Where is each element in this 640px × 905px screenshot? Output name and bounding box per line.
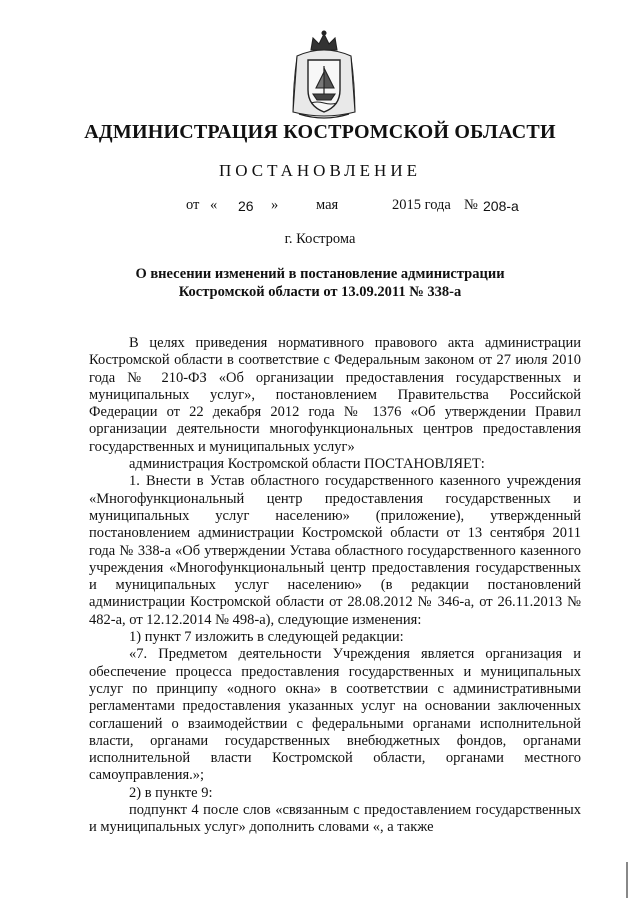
preamble-paragraph: В целях приведения нормативного правового акта администрации Костромской области в соответствие с Федеральным законом от 27 июля 2010 года № 210-ФЗ «Об организации предоставления государственных и муниципальных услуг», постановлением Правительства Российской Федерации от 22 декабря 2012 года № 1376 «Об утверждении Правил организации деятельности многофункциональных центров предоставления государственных и муниципальных услуг»	[89, 335, 581, 455]
date-prefix: от	[186, 197, 200, 213]
resolves-paragraph: администрация Костромской области ПОСТАНОВЛЯЕТ:	[129, 456, 485, 473]
subject-line-2: Костромской области от 13.09.2011 № 338-а	[178, 284, 462, 300]
document-number: 208-а	[483, 198, 519, 214]
coat-of-arms-icon	[289, 30, 359, 120]
document-body	[89, 335, 581, 837]
date-month: мая	[316, 197, 339, 213]
document-type: ПОСТАНОВЛЕНИЕ	[218, 161, 421, 180]
city: г. Кострома	[284, 231, 356, 247]
subject-line-1: О внесении изменений в постановление администрации	[135, 266, 505, 282]
document-subject	[0, 265, 640, 301]
date-number-sign: №	[464, 197, 478, 213]
date-open-quote: «	[210, 197, 218, 213]
subitem-2-paragraph: 2) в пункте 9:	[129, 784, 213, 801]
subitem-2a-paragraph: подпункт 4 после слов «связанным с предоставлением государственных и муниципальных услуг» дополнить словами «, а также	[89, 802, 581, 836]
organization-title: АДМИНИСТРАЦИЯ КОСТРОМСКОЙ ОБЛАСТИ	[84, 121, 556, 143]
page-edge-mark	[626, 862, 628, 898]
date-day: 26	[238, 198, 254, 214]
subitem-1-paragraph: 1) пункт 7 изложить в следующей редакции:	[129, 629, 404, 646]
date-year: 2015 года	[392, 197, 451, 213]
item-1-paragraph: 1. Внести в Устав областного государственного казенного учреждения «Многофункциональный центр предоставления государственных и муниципальных услуг населению» (приложение), утвержденный постановлением администрации Костромской области от 13 сентября 2011 года № 338-а «Об утверждении Устава областного государственного казенного учреждения «Многофункциональный центр предоставления государственных и муниципальных услуг населению» (в редакции постановлений администрации Костромской области от 28.08.2012 № 346-а, от 26.11.2013 № 482-а, от 12.12.2014 № 498-а), следующие изменения:	[89, 473, 581, 628]
clause-7-quote-paragraph: «7. Предметом деятельности Учреждения является организация и обеспечение процесса предоставления государственных и муниципальных услуг по принципу «одного окна» в соответствии с административными регламентами предоставления указанных услуг на основании заключенных соглашений о взаимодействии с федеральными органами исполнительной власти, органами государственных внебюджетных фондов, органами исполнительной власти Костромской области, органами местного самоуправления.»;	[89, 646, 581, 784]
date-close-quote: »	[271, 197, 279, 213]
